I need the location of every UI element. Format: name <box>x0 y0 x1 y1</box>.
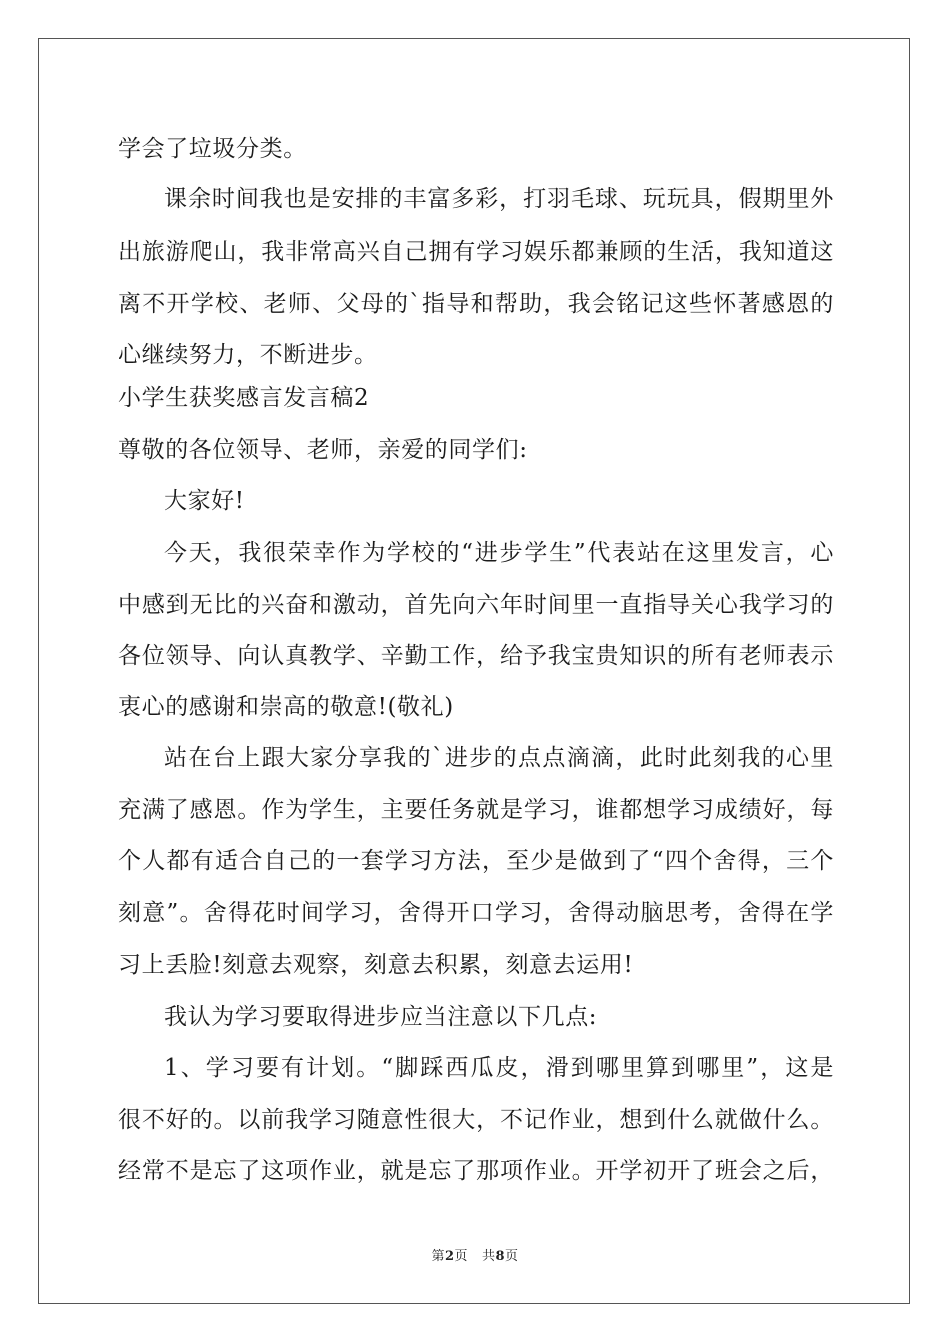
paragraph-line: 今天，我很荣幸作为学校的“进步学生”代表站在这里发言，心 <box>164 540 834 566</box>
paragraph-line: 各位领导、向认真教学、辛勤工作，给予我宝贵知识的所有老师表示 <box>118 643 834 669</box>
total-pages-label: 共8页 <box>481 1249 519 1264</box>
paragraph-line: 站在台上跟大家分享我的`进步的点点滴滴，此时此刻我的心里 <box>164 745 834 771</box>
greeting: 大家好! <box>164 488 245 514</box>
paragraph-line: 刻意”。舍得花时间学习，舍得开口学习，舍得动脑思考，舍得在学 <box>118 900 834 926</box>
paragraph-line: 充满了感恩。作为学生，主要任务就是学习，谁都想学习成绩好，每 <box>118 797 834 823</box>
paragraph-line: 习上丢脸!刻意去观察，刻意去积累，刻意去运用! <box>118 952 634 978</box>
paragraph-line: 离不开学校、老师、父母的`指导和帮助，我会铭记这些怀著感恩的 <box>118 291 834 317</box>
paragraph-line: 经常不是忘了这项作业，就是忘了那项作业。开学初开了班会之后， <box>118 1158 834 1184</box>
paragraph-line: 心继续努力，不断进步。 <box>118 342 378 368</box>
paragraph-line: 1、学习要有计划。“脚踩西瓜皮，滑到哪里算到哪里”，这是 <box>164 1055 834 1081</box>
paragraph-line: 出旅游爬山，我非常高兴自己拥有学习娱乐都兼顾的生活，我知道这 <box>118 239 834 265</box>
section-heading: 小学生获奖感言发言稿2 <box>118 385 370 411</box>
paragraph-line: 中感到无比的兴奋和激动，首先向六年时间里一直指导关心我学习的 <box>118 592 834 618</box>
page-footer <box>0 1248 950 1266</box>
paragraph-line: 个人都有适合自己的一套学习方法，至少是做到了“四个舍得，三个 <box>118 848 834 874</box>
paragraph-line: 学会了垃圾分类。 <box>118 136 307 162</box>
paragraph-line: 我认为学习要取得进步应当注意以下几点: <box>164 1004 598 1030</box>
paragraph-line: 课余时间我也是安排的丰富多彩，打羽毛球、玩玩具，假期里外 <box>164 186 834 212</box>
page-number-label: 第2页 <box>431 1249 469 1264</box>
paragraph-line: 很不好的。以前我学习随意性很大，不记作业，想到什么就做什么。 <box>118 1107 834 1133</box>
paragraph-line: 衷心的感谢和崇高的敬意!(敬礼) <box>118 694 454 720</box>
salutation: 尊敬的各位领导、老师，亲爱的同学们: <box>118 437 528 463</box>
